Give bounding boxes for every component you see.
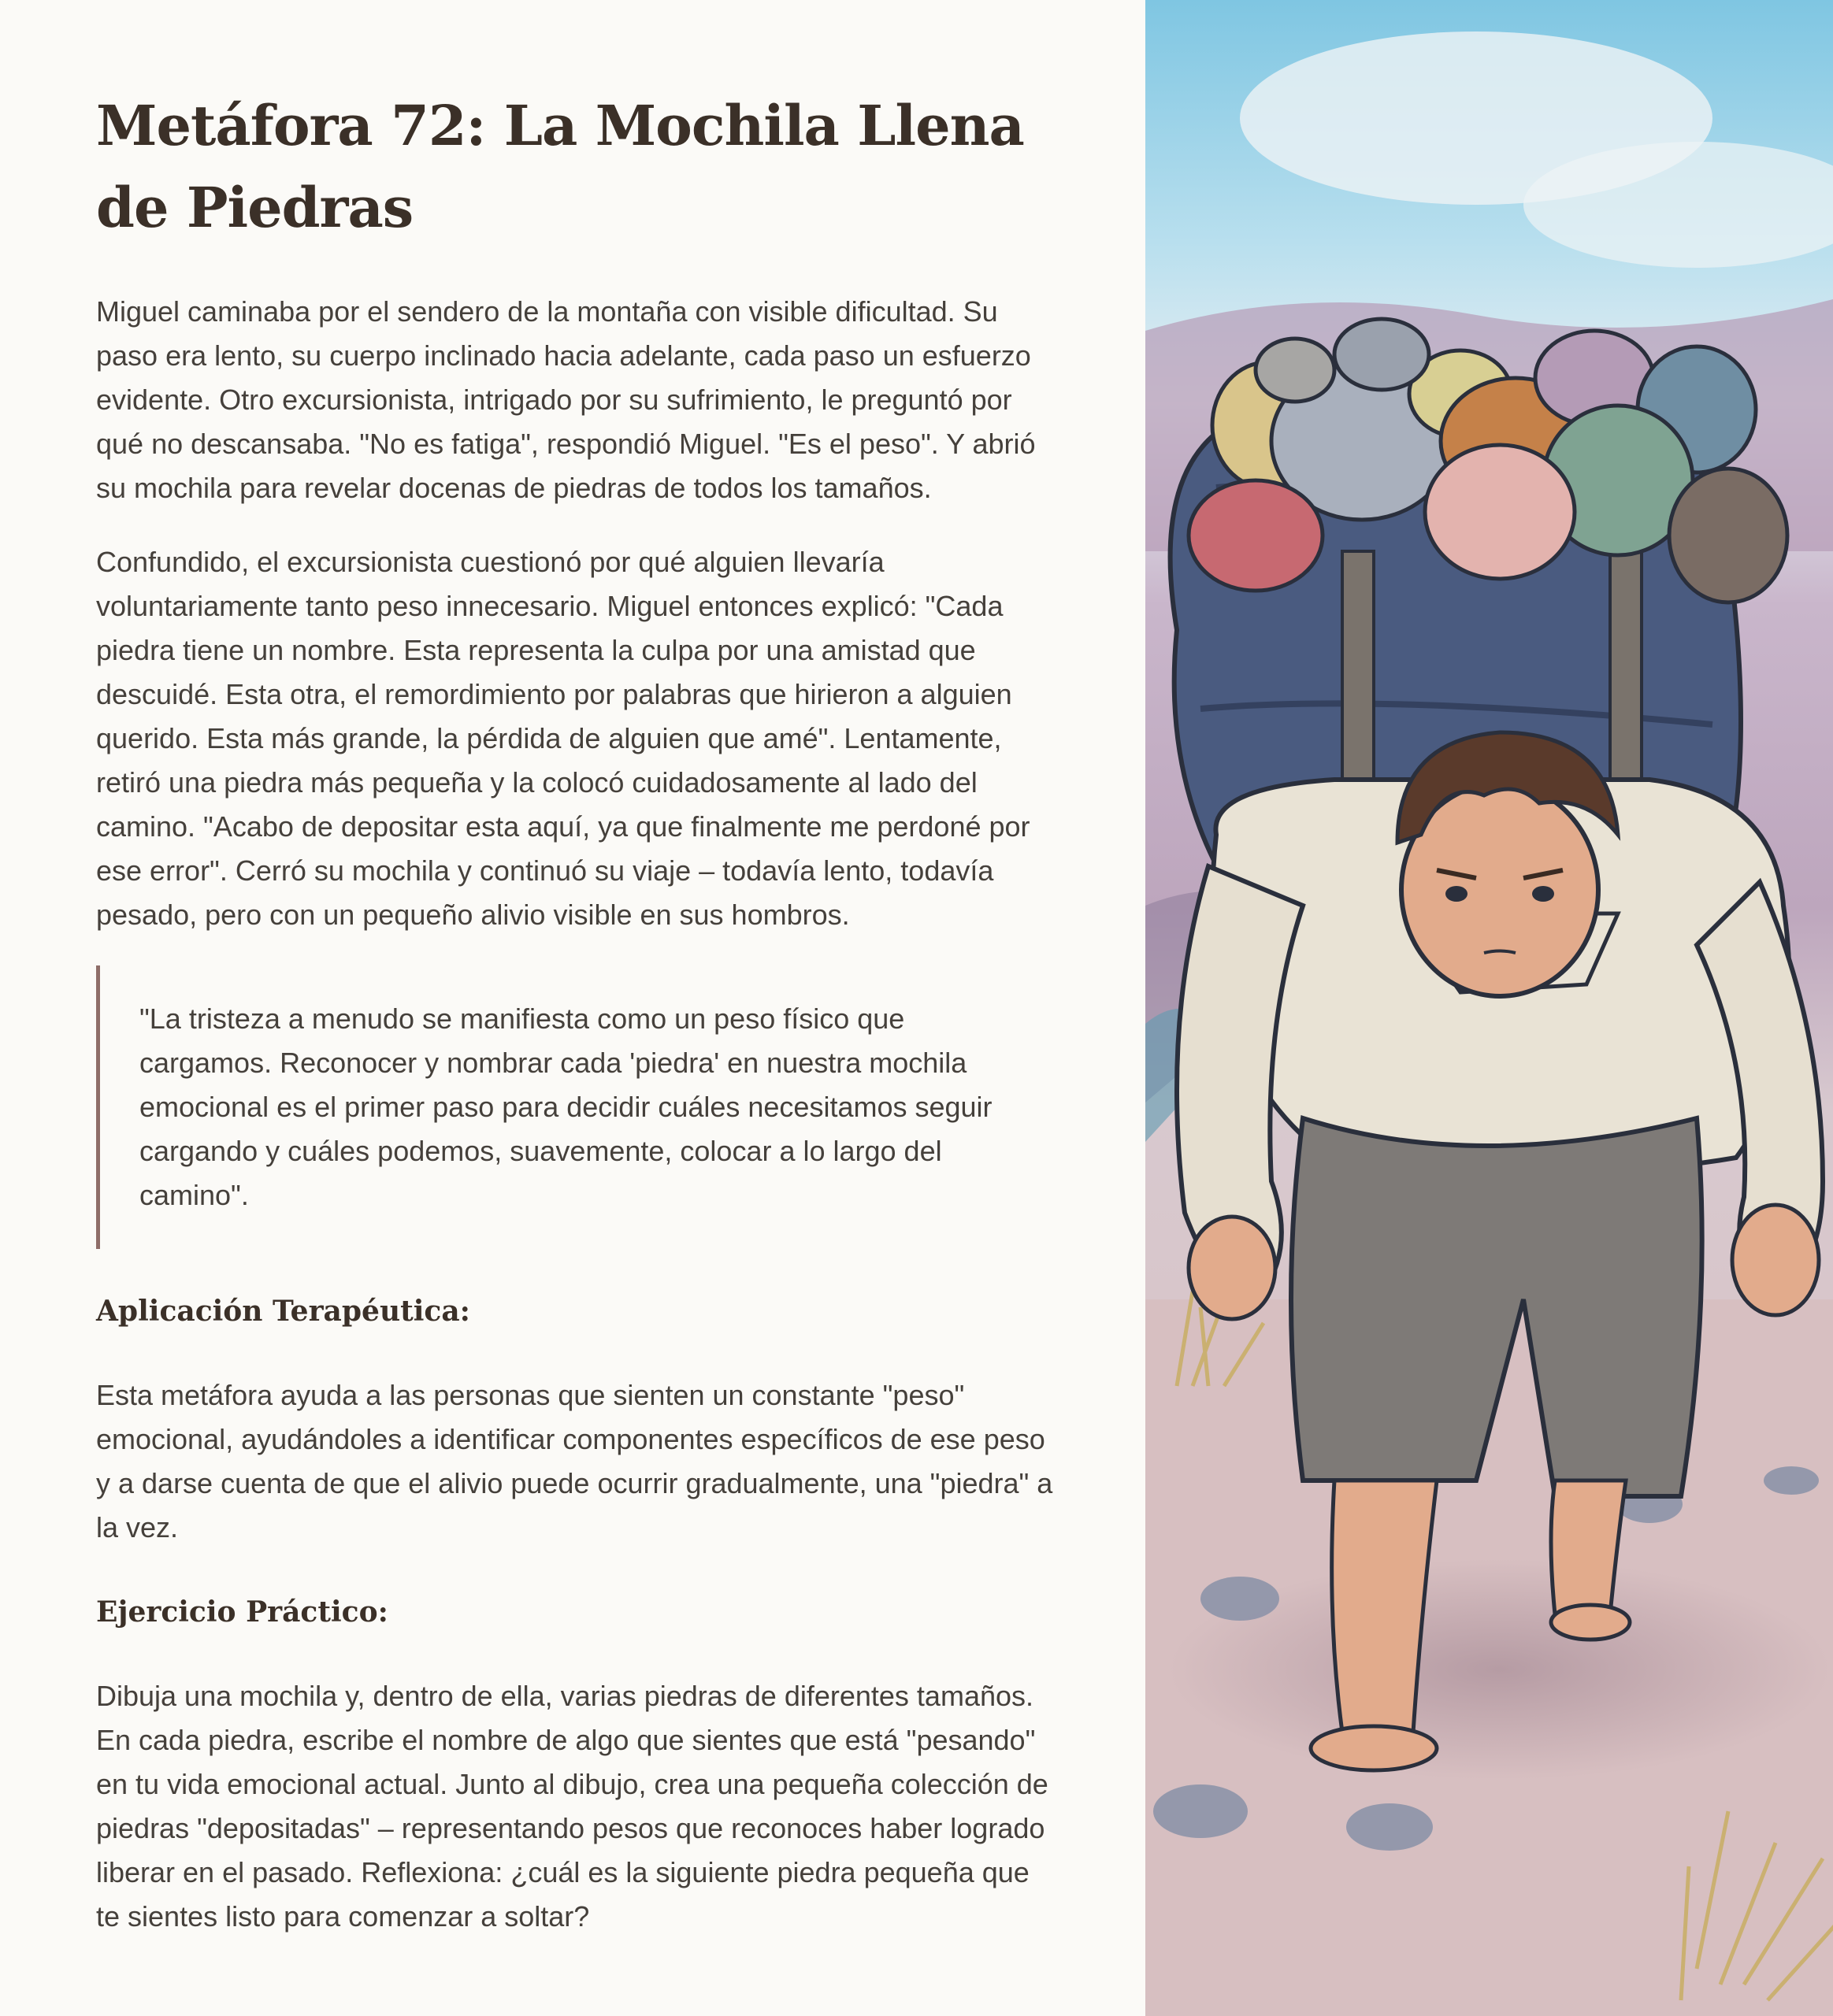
exercise-paragraph: Dibuja una mochila y, dentro de ella, varias piedras de diferentes tamaños. En cada piedra, escribe el nombre de algo que sientes que está "pesando" en tu vida emocional actual. Junto al dibujo, crea una pequeña colección de piedras "depositadas" – representando pesos que reconoces haber logrado liberar en el pasado. Reflexiona: ¿cuál es la siguiente piedra pequeña que te sientes listo para comenzar a soltar? (96, 1680, 1048, 1933)
hiker-with-stone-backpack-image (1145, 0, 1833, 2016)
story-paragraph: Confundido, el excursionista cuestionó por qué alguien llevaría voluntariamente tanto peso innecesario. Miguel entonces explicó: "Cada piedra tiene un nombre. Esta representa la culpa por una amistad que descuidé. Esta otra, el remordimiento por palabras que hirieron a alguien querido. Esta más grande, la pérdida de alguien que amé". Lentamente, retiró una piedra más pequeña y la colocó cuidadosamente al lado del camino. "Acabo de depositar esta aquí, ya que finalmente me perdoné por ese error". Cerró su mochila y continuó su viaje – todavía lento, todavía pesado, pero con un pequeño alivio visible en sus hombros. (96, 546, 1030, 931)
page-title: Metáfora 72: La Mochila Llena de Piedras (96, 93, 1024, 240)
quote-block (96, 965, 1030, 1249)
intro-paragraph: Miguel caminaba por el sendero de la montaña con visible dificultad. Su paso era lento, su cuerpo inclinado hacia adelante, cada paso un esfuerzo evidente. Otro excursionista, intrigado por su sufrimiento, le preguntó por qué no descansaba. "No es fatiga", respondió Miguel. "Es el peso". Y abrió su mochila para revelar docenas de piedras de todos los tamaños. (96, 295, 1036, 504)
exercise-heading: Ejercicio Práctico: (96, 1595, 388, 1629)
application-heading: Aplicación Terapéutica: (96, 1295, 470, 1328)
quote-text: "La tristeza a menudo se manifiesta como un peso físico que cargamos. Reconocer y nombrar cada 'piedra' en nuestra mochila emocional es el primer paso para decidir cuáles necesitamos seguir cargando y cuáles podemos, suavemente, colocar a lo largo del camino". (139, 1002, 993, 1211)
application-paragraph: Esta metáfora ayuda a las personas que sienten un constante "peso" emocional, ayudándoles a identificar componentes específicos de ese peso y a darse cuenta de que el alivio puede ocurrir gradualmente, una "piedra" a la vez. (96, 1379, 1053, 1544)
hiker-illustration (1145, 0, 1833, 2016)
